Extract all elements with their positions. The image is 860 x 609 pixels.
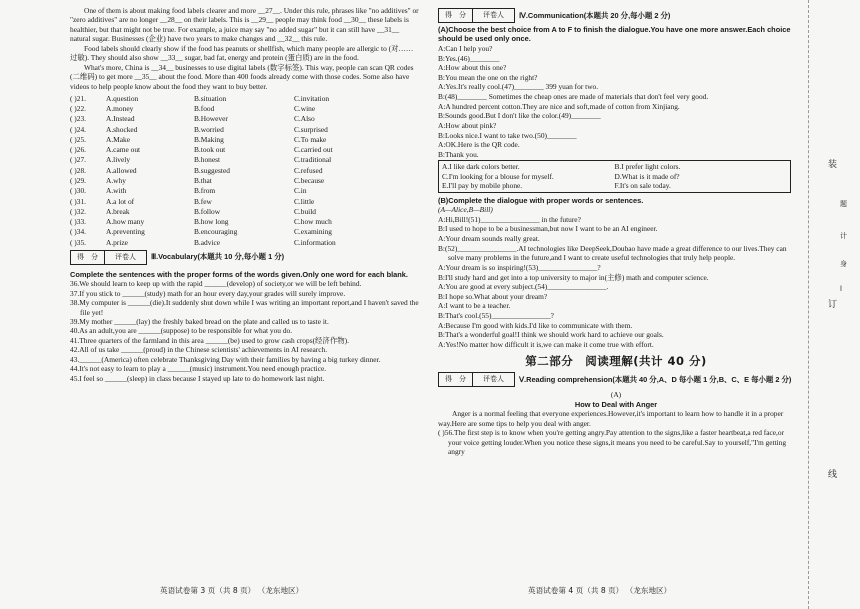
option-c: C.invitation xyxy=(294,93,330,103)
question-number: ( )21. xyxy=(70,93,87,103)
dialogue-line: A:Your dream sounds really great. xyxy=(438,234,540,244)
option-c: C.traditional xyxy=(294,155,332,165)
question-number: ( )35. xyxy=(70,237,87,247)
part-b-instruction: (B)Complete the dialogue with proper words or sentences. xyxy=(438,195,644,205)
option-row xyxy=(70,134,420,144)
communication-section-header xyxy=(438,8,794,23)
option-b: B.food xyxy=(194,103,215,113)
option-b: B.follow xyxy=(194,206,221,216)
cloze-options xyxy=(70,93,420,247)
option-b: B.how long xyxy=(194,217,229,227)
option-a: A.why xyxy=(106,176,126,185)
dialogue-line: B:I used to hope to be a businessman,but now I want to be an AI engineer. xyxy=(438,224,658,234)
choice-option: B.I prefer light colors. xyxy=(614,162,681,172)
margin-char-3: 线 xyxy=(828,470,838,480)
dialogue-line: A:Because I'm good with kids.I'd like to communicate with them. xyxy=(438,320,633,330)
option-c: C.examining xyxy=(294,227,332,237)
choice-option: A.I like dark colors better. xyxy=(442,162,520,172)
vocab-list xyxy=(70,279,420,383)
vocab-item: 38.My computer is ______(die).It suddenly shut down while I was writing an important report,and I haven't saved the file yet! xyxy=(70,298,419,317)
option-a: A.lively xyxy=(106,155,131,165)
dialogue-line: A:How about pink? xyxy=(438,120,497,130)
option-a: A.preventing xyxy=(106,227,145,237)
option-b: B.suggested xyxy=(194,165,230,175)
option-b: B.Making xyxy=(194,134,224,144)
dialogue-line: A:A hundred percent cotton.They are nice and soft,made of cotton from Xinjiang. xyxy=(438,101,680,111)
option-c: C.Also xyxy=(294,114,315,124)
choice-option: F.It's on sale today. xyxy=(614,181,671,191)
question-number: ( )22. xyxy=(70,103,87,113)
option-row xyxy=(70,165,420,175)
question-number: ( )30. xyxy=(70,186,87,196)
cloze-paragraph-3: What's more, China is __34__ businesses to use digital labels (数字标签). This way, people can scan QR codes (二维码) to get more __35__ about the food. More than 400 foods already come with those codes. Some also have videos to help people know about the food they want to buy better. xyxy=(70,62,414,91)
option-a: A.question xyxy=(106,93,139,103)
option-a: A.prize xyxy=(106,237,128,247)
option-c: C.carried out xyxy=(294,145,333,155)
dialogue-a xyxy=(438,44,794,160)
option-a: A.a lot of xyxy=(106,196,135,206)
dialogue-line: A:You are good at every subject.(54)________________. xyxy=(438,282,609,292)
question-number: ( )24. xyxy=(70,124,87,134)
option-row xyxy=(70,176,420,186)
margin-misc-4: l xyxy=(840,285,842,293)
margin-misc-1: 题 xyxy=(840,200,847,208)
option-a: A.break xyxy=(106,206,130,216)
dialogue-line: A:Hi,Bill!(51)________________ in the future? xyxy=(438,214,581,224)
dialogue-line: B:You mean the one on the right? xyxy=(438,72,538,82)
communication-heading: Ⅳ.Communication(本题共 20 分,每小题 2 分) xyxy=(519,10,671,20)
dialogue-line: A:OK.Here is the QR code. xyxy=(438,140,520,150)
option-a: A.money xyxy=(106,103,134,113)
vocab-section-header xyxy=(70,250,420,265)
option-row xyxy=(70,217,420,227)
reading-section-header xyxy=(438,372,794,387)
dialogue-line: B:That's a wonderful goal!I think we should work hard to achieve our goals. xyxy=(438,330,664,340)
option-b: B.situation xyxy=(194,93,227,103)
cloze-paragraph-2: Food labels should clearly show if the food has peanuts or shellfish, which many people are allergic to (对……过敏). They should also show __33__ sugar, bad fat, energy and protein (蛋白质) are in the food. xyxy=(70,43,414,63)
option-a: A.with xyxy=(106,186,127,196)
choice-box xyxy=(438,160,791,192)
reading-heading: Ⅴ.Reading comprehension(本题共 40 分,A、D 每小题 1 分,B、C、E 每小题 2 分) xyxy=(519,375,792,385)
vocab-item: 43.______(America) often celebrate Thanksgiving Day with their families by having a big turkey dinner. xyxy=(70,354,381,364)
passage-label: (A) xyxy=(610,390,622,400)
passage-title: How to Deal with Anger xyxy=(574,399,658,409)
option-a: A.Make xyxy=(106,134,131,144)
footer-left: 英语试卷第 3 页（共 8 页） （龙东地区） xyxy=(160,586,304,595)
passage-paragraph: Anger is a normal feeling that everyone experiences.However,it's important to learn how to handle it in a proper way.Here are some tips to help you deal with anger. xyxy=(438,409,784,428)
dialogue-line: B:(52)________________.AI technologies like DeepSeek,Doubao have made a great difference to our lives.They can solve many problems in the future,and I want to create useful technologies that truly help people. xyxy=(438,243,787,263)
option-b: B.encouraging xyxy=(194,227,238,237)
option-row xyxy=(70,196,420,206)
margin-char-1: 装 xyxy=(828,160,838,170)
score-box: 得 分 评卷人 xyxy=(438,372,515,387)
option-c: C.little xyxy=(294,196,315,206)
option-row xyxy=(70,93,420,103)
option-row xyxy=(70,114,420,124)
option-b: B.honest xyxy=(194,155,221,165)
dialogue-line: B:Thank you. xyxy=(438,149,479,159)
vocab-heading: Ⅲ.Vocabulary(本题共 10 分,每小题 1 分) xyxy=(151,252,285,262)
part-two-title: 第二部分 阅读理解(共计 40 分) xyxy=(525,353,707,368)
choice-option: E.I'll pay by mobile phone. xyxy=(442,181,523,191)
option-row xyxy=(70,227,420,237)
vocab-item: 44.It's not easy to learn to play a ______(music) instrument.You need enough practice. xyxy=(70,364,327,374)
question-number: ( )25. xyxy=(70,134,87,144)
choice-option: D.What is it made of? xyxy=(614,171,680,181)
score-box: 得 分 评卷人 xyxy=(70,250,147,265)
dialogue-line: B:That's cool.(55)________________? xyxy=(438,311,554,321)
option-a: A.how many xyxy=(106,217,145,227)
option-c: C.surprised xyxy=(294,124,328,134)
vocab-item: 40.As an adult,you are ______(suppose) to be responsible for what you do. xyxy=(70,326,293,336)
score-box: 得 分 评卷人 xyxy=(438,8,515,23)
vocab-item: 39.My mother ______(lay) the freshly baked bread on the plate and called us to taste it. xyxy=(70,317,329,327)
option-row xyxy=(70,186,420,196)
option-b: B.took out xyxy=(194,145,226,155)
part-b-roles: (A—Alice,B—Bill) xyxy=(438,205,493,215)
option-c: C.information xyxy=(294,237,336,247)
question-number: ( )32. xyxy=(70,206,87,216)
dialogue-line: B:(48)________ Sometimes the cheap ones are made of materials that don't feel very good. xyxy=(438,92,709,102)
dialogue-b xyxy=(438,215,794,350)
option-c: C.To make xyxy=(294,134,327,144)
dialogue-line: B:Looks nice.I want to take two.(50)________ xyxy=(438,130,577,140)
option-b: B.few xyxy=(194,196,212,206)
option-a: A.Instead xyxy=(106,114,135,124)
question-number: ( )31. xyxy=(70,196,87,206)
vocab-instruction: Complete the sentences with the proper forms of the words given.Only one word for each blank. xyxy=(70,269,408,279)
option-b: B.advice xyxy=(194,237,221,247)
dialogue-line: A:Can I help you? xyxy=(438,43,493,53)
dialogue-line: A:Yes.It's really cool.(47)________ 399 yuan for two. xyxy=(438,82,599,92)
right-page xyxy=(438,6,794,457)
question-number: ( )26. xyxy=(70,145,87,155)
choice-option: C.I'm looking for a blouse for myself. xyxy=(442,171,554,181)
option-c: C.in xyxy=(294,186,307,196)
question-number: ( )34. xyxy=(70,227,87,237)
option-a: A.came out xyxy=(106,145,141,155)
part-a-instruction: (A)Choose the best choice from A to F to finish the dialogue.You have one more answer.Each choice should be used only once. xyxy=(438,25,791,44)
question-number: ( )28. xyxy=(70,165,87,175)
option-row xyxy=(70,206,420,216)
margin-misc-2: 计 xyxy=(840,232,847,240)
option-row xyxy=(70,237,420,247)
margin-char-2: 订 xyxy=(828,300,838,310)
option-c: C.refused xyxy=(294,165,323,175)
question-number: ( )29. xyxy=(70,176,87,185)
left-page xyxy=(70,6,420,383)
question-number: ( )27. xyxy=(70,155,87,165)
dialogue-line: A:Your dream is so inspiring!(53)________________? xyxy=(438,262,601,272)
option-a: A.shocked xyxy=(106,124,138,134)
vocab-item: 41.Three quarters of the farmland in this area ______(be) used to grow cash crops(经济作物). xyxy=(70,335,349,345)
dialogue-line: B:I hope so.What about your dream? xyxy=(438,291,548,301)
option-row xyxy=(70,124,420,134)
margin-misc-3: 身 xyxy=(840,260,847,268)
question-56: ( )56.The first step is to know when you're getting angry.Pay attention to the signs,like a faster heartbeat,a red face,or your voice getting louder.When you notice these signs,it means you need to be careful.Say to yourself,"I'm getting angry xyxy=(438,428,787,457)
vocab-item: 42.All of us take ______(proud) in the Chinese scientists' achievements in AI research. xyxy=(70,345,328,355)
option-row xyxy=(70,155,420,165)
dialogue-line: A:I want to be a teacher. xyxy=(438,301,511,311)
option-row xyxy=(70,145,420,155)
option-b: B.that xyxy=(194,176,212,185)
footer-right: 英语试卷第 4 页（共 8 页） （龙东地区） xyxy=(528,586,672,595)
dialogue-line: A:How about this one? xyxy=(438,63,507,73)
cloze-paragraph-1: One of them is about making food labels clearer and more __27__. Under this rule, phrases like "no additives" or "zero additives" are no longer __28__ on their labels. This is __29__ people may think food __30__ these labels is healthier, but that might not be true. For example, a juice may say "no added sugar" but it can still have __31__ natural sugar. Businesses (企业) have two years to make changes and __32__ this rule. xyxy=(70,6,419,44)
vocab-item: 45.I feel so ______(sleep) in class because I stayed up late to do homework last night. xyxy=(70,373,325,383)
question-number: ( )23. xyxy=(70,114,87,124)
option-c: C.wine xyxy=(294,103,316,113)
option-b: B.worried xyxy=(194,124,224,134)
option-c: C.how much xyxy=(294,217,332,227)
option-a: A.allowed xyxy=(106,165,137,175)
vocab-item: 36.We should learn to keep up with the rapid ______(develop) of society,or we will be left behind. xyxy=(70,279,362,289)
dialogue-line: B:Sounds good.But I don't like the color.(49)________ xyxy=(438,111,601,121)
option-c: C.build xyxy=(294,206,316,216)
binding-margin xyxy=(808,0,825,609)
vocab-item: 37.If you stick to ______(study) math for an hour every day,your grades will surely improve. xyxy=(70,288,346,298)
dialogue-line: B:Yes.(46)________ xyxy=(438,53,500,63)
dialogue-line: A:Yes!No matter how difficult it is,we can make it come true with effort. xyxy=(438,339,654,349)
option-c: C.because xyxy=(294,176,325,185)
option-b: B.However xyxy=(194,114,228,124)
dialogue-line: B:I'll study hard and get into a top university to major in(主修) math and computer science. xyxy=(438,272,709,282)
option-b: B.from xyxy=(194,186,216,196)
question-number: ( )33. xyxy=(70,217,87,227)
option-row xyxy=(70,104,420,114)
